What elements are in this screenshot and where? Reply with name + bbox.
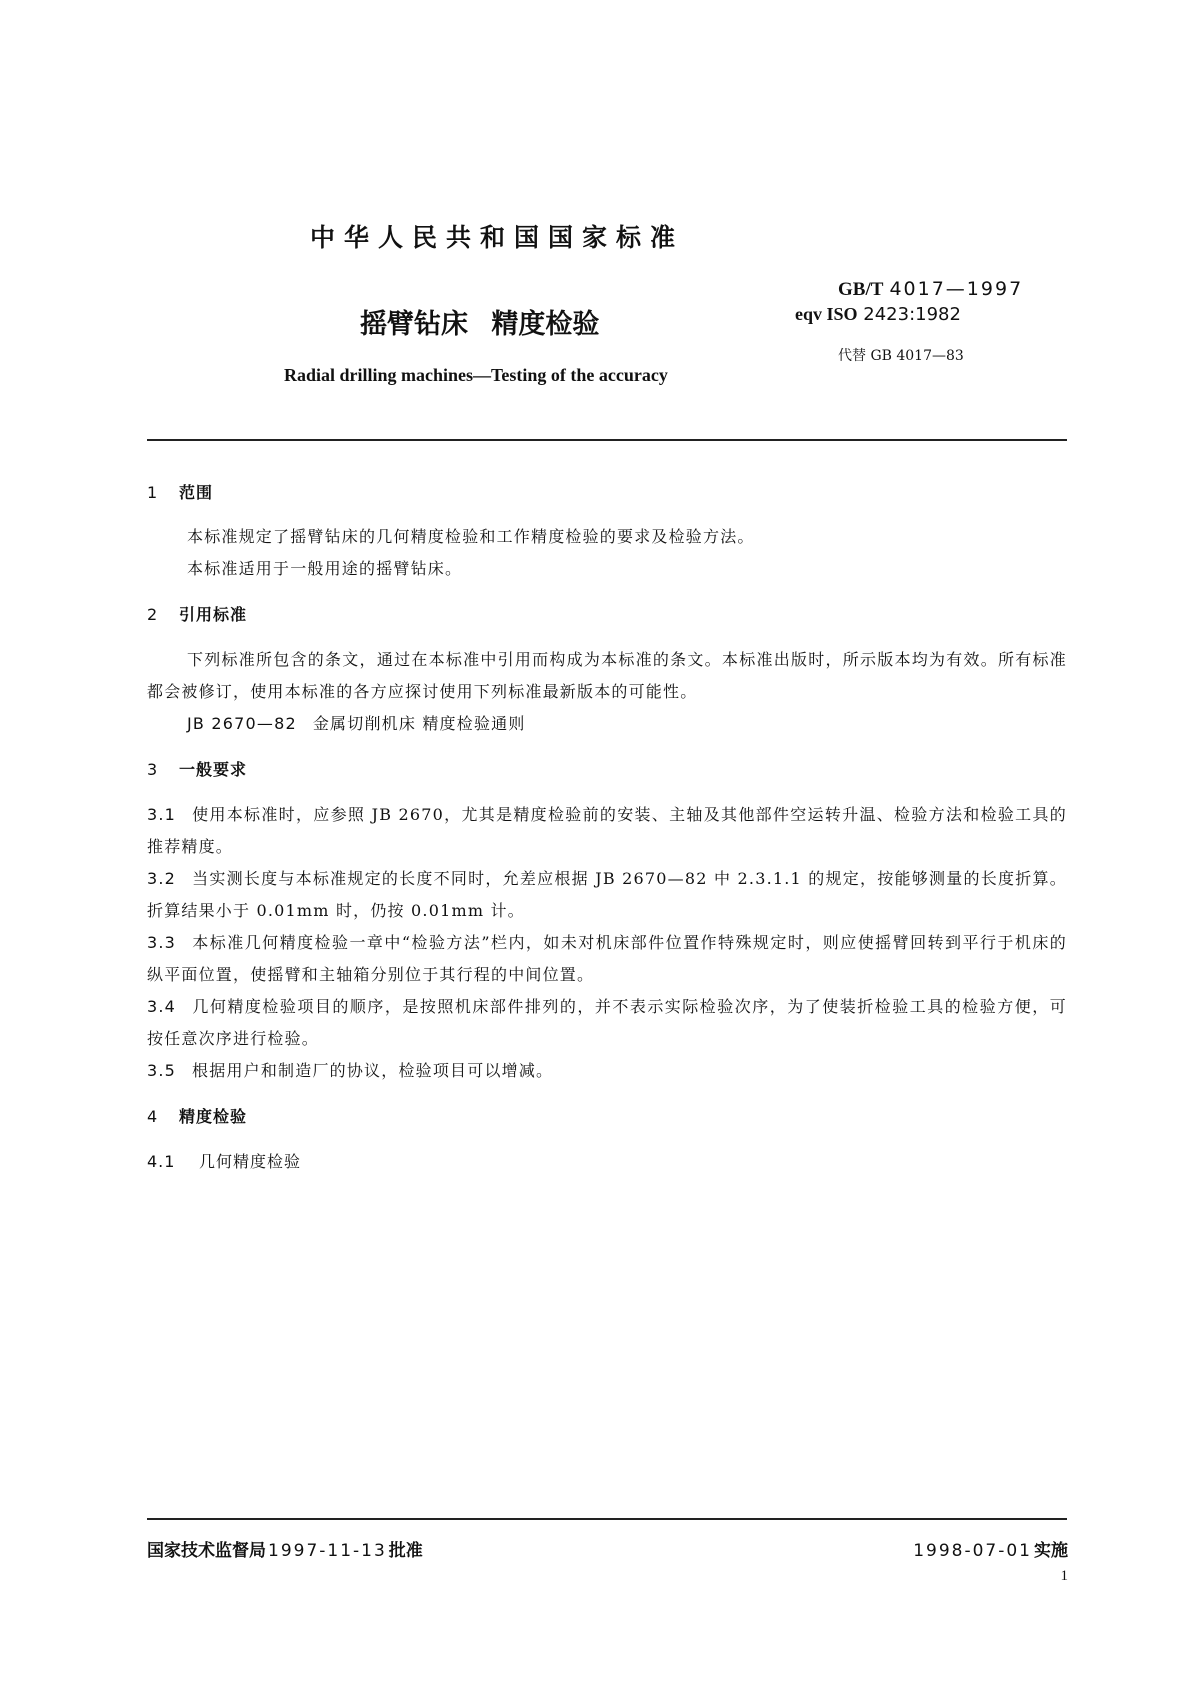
section-title: 一般要求 <box>179 760 248 779</box>
clause-text: 使用本标准时，应参照 JB 2670，尤其是精度检验前的安装、主轴及其他部件空运转升温、检验方法和检验工具的推荐精度。 <box>147 805 1067 856</box>
approval-info <box>147 1536 423 1561</box>
section-number: 4 <box>147 1107 158 1126</box>
clause-number: 3.4 <box>147 997 177 1016</box>
section-number: 1 <box>147 483 158 502</box>
replaces-standard: 代替 GB 4017—83 <box>838 348 964 364</box>
paragraph: 本标准规定了摇臂钻床的几何精度检验和工作精度检验的要求及检验方法。 <box>187 527 755 546</box>
standard-number <box>838 278 1023 301</box>
subsection-heading-4-1 <box>147 1149 301 1172</box>
clause-number: 3.3 <box>147 933 177 952</box>
reference-title: 金属切削机床 精度检验通则 <box>312 714 526 733</box>
clause-number: 3.5 <box>147 1061 177 1080</box>
section-heading-3 <box>147 757 247 780</box>
section-number: 2 <box>147 605 158 624</box>
subsection-title: 几何精度检验 <box>199 1152 302 1171</box>
clause-3-4 <box>147 991 1067 1055</box>
eqv-prefix: eqv ISO <box>795 304 858 324</box>
document-title-en: Radial drilling machines—Testing of the accuracy <box>284 365 668 385</box>
page-number: 1 <box>1060 1568 1068 1584</box>
section-heading-1 <box>147 480 213 503</box>
footer-divider <box>147 1518 1067 1520</box>
clause-3-1 <box>147 799 1067 863</box>
standard-number-value: 4017—1997 <box>889 278 1024 300</box>
standard-code: GB/T <box>838 279 884 300</box>
national-standard-title: 中华人民共和国国家标准 <box>310 223 685 252</box>
approve-label: 批准 <box>388 1541 423 1561</box>
approver: 国家技术监督局 <box>147 1541 266 1561</box>
clause-number: 3.2 <box>147 869 177 888</box>
document-title-cn: 摇臂钻床 精度检验 <box>360 309 600 340</box>
reference-entry <box>187 708 1067 740</box>
section-heading-2 <box>147 602 247 625</box>
eqv-number: 2423:1982 <box>863 304 961 325</box>
reference-code: JB 2670—82 <box>187 714 297 733</box>
paragraph: 下列标准所包含的条文，通过在本标准中引用而构成为本标准的条文。本标准出版时，所示版本均为有效。所有标准都会被修订，使用本标准的各方应探讨使用下列标准最新版本的可能性。 <box>147 650 1067 701</box>
clause-text: 当实测长度与本标准规定的长度不同时，允差应根据 JB 2670—82 中 2.3.1.1 的规定，按能够测量的长度折算。折算结果小于 0.01mm 时，仍按 0.01mm 计。 <box>147 869 1067 920</box>
section-number: 3 <box>147 760 158 779</box>
effective-date: 1998-07-01 <box>913 1541 1032 1561</box>
clause-3-2 <box>147 863 1067 927</box>
section-heading-4 <box>147 1104 247 1127</box>
subsection-number: 4.1 <box>147 1152 176 1171</box>
effective-label: 实施 <box>1034 1541 1068 1561</box>
approve-date: 1997-11-13 <box>268 1541 387 1561</box>
clause-text: 几何精度检验项目的顺序，是按照机床部件排列的，并不表示实际检验次序，为了使装折检验工具的检验方便，可按任意次序进行检验。 <box>147 997 1067 1048</box>
clause-3-3 <box>147 927 1067 991</box>
equivalent-standard <box>795 304 961 325</box>
section-title: 范围 <box>179 483 214 502</box>
section-title: 精度检验 <box>179 1107 248 1126</box>
clause-3-5 <box>147 1055 1067 1087</box>
effective-info <box>913 1536 1068 1561</box>
paragraph: 本标准适用于一般用途的摇臂钻床。 <box>187 559 463 578</box>
header-divider <box>147 439 1067 441</box>
clause-number: 3.1 <box>147 805 177 824</box>
clause-text: 本标准几何精度检验一章中“检验方法”栏内，如未对机床部件位置作特殊规定时，则应使摇臂回转到平行于机床的纵平面位置，使摇臂和主轴箱分别位于其行程的中间位置。 <box>147 933 1067 984</box>
section-title: 引用标准 <box>179 605 248 624</box>
clause-text: 根据用户和制造厂的协议，检验项目可以增减。 <box>192 1061 554 1080</box>
